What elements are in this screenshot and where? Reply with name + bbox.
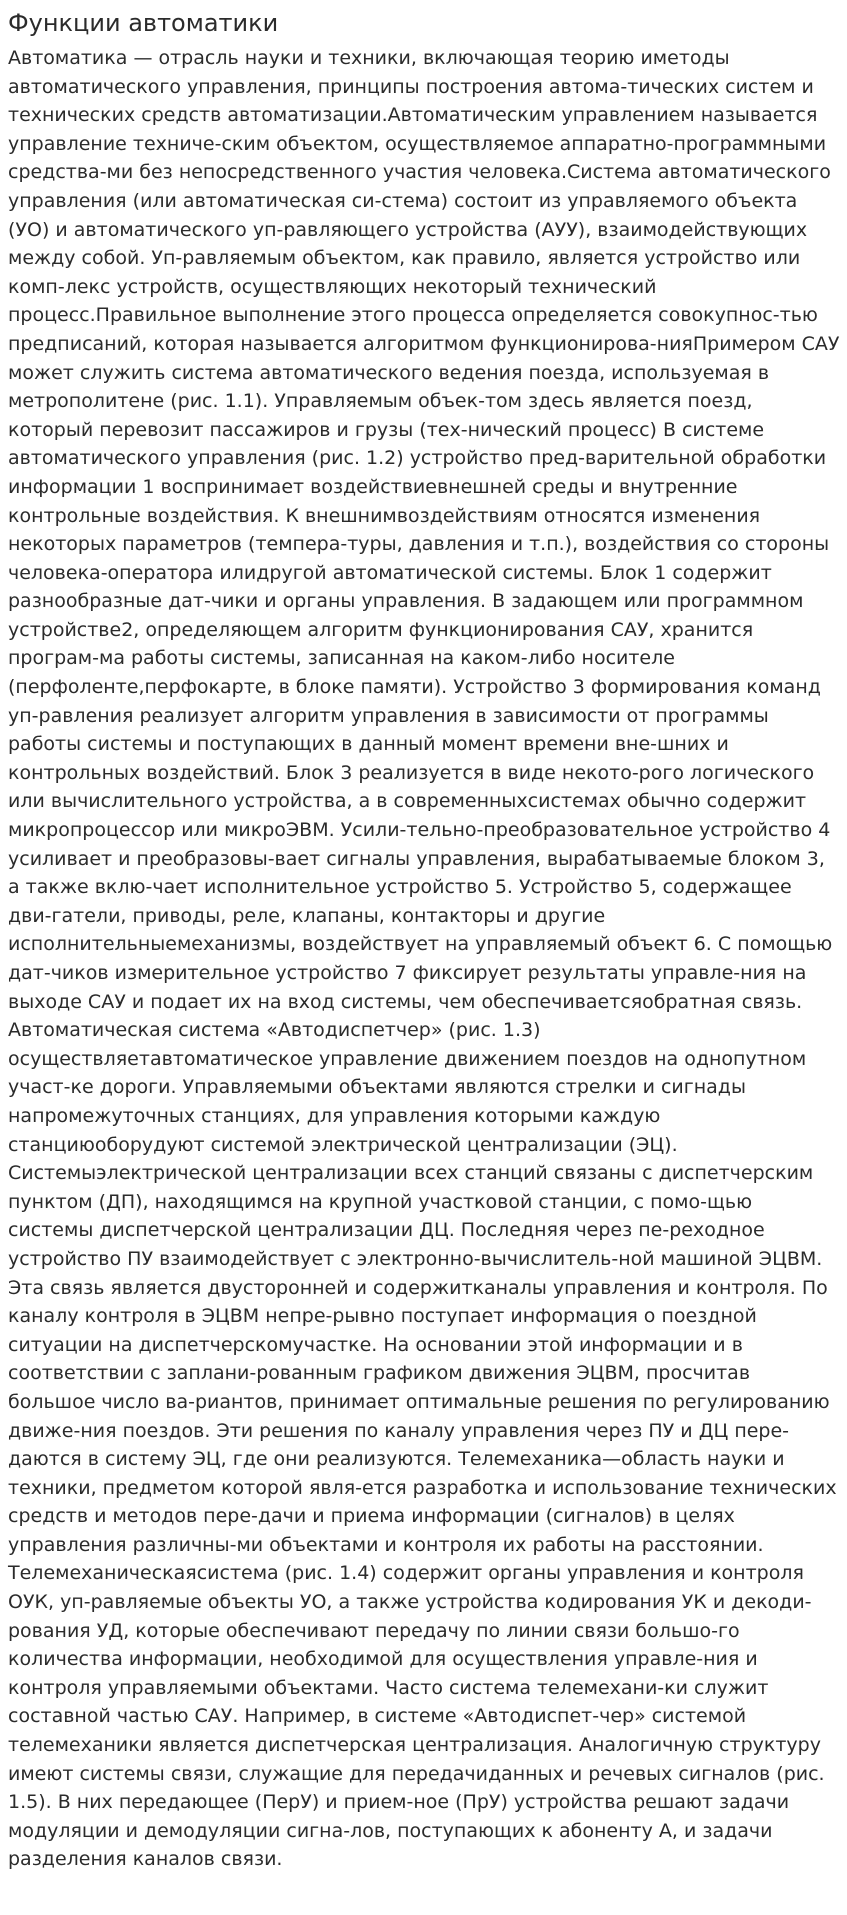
article-title: Функции автоматики — [8, 9, 279, 37]
article-body: Автоматика — отрасль науки и техники, включающая теорию иметоды автоматического управления, принципы построения автома-тических систем и технических средств автоматизации.Автоматическим управлением называется управление техниче-ским объектом, осуществляемое аппаратно-программными средства-ми без непосредственного участия человека.Система автоматического управления (или автоматическая си-стема) состоит из управляемого объекта (УО) и автоматического уп-равляющего устройства (АУУ), взаимодействующих между собой. Уп-равляемым объектом, как правило, является устройство или комп-лекс устройств, осуществляющих некоторый технический процесс.Правильное выполнение этого процесса определяется совокупнос-тью предписаний, которая называется алгоритмом функционирова-нияПримером САУ может служить система автоматического ведения поезда, используемая в метрополитене (рис. 1.1). Управляемым объек-том здесь является поезд, который перевозит пассажиров и грузы (тех-нический процесс) В системе автоматического управления (рис. 1.2) устройство пред-варительной обработки информации 1 воспринимает воздействиевнешней среды и внутренние контрольные воздействия. К внешнимвоздействиям относятся изменения некоторых параметров (темпера-туры, давления и т.п.), воздействия со стороны человека-оператора илидругой автоматической системы. Блок 1 содержит разнообразные дат-чики и органы управления. В задающем или программном устройстве2, определяющем алгоритм функционирования САУ, хранится програм-ма работы системы, записанная на каком-либо носителе (перфоленте,перфокарте, в блоке памяти). Устройство 3 формирования команд уп-равления реализует алгоритм управления в зависимости от программы работы системы и поступающих в данный момент времени вне-шних и контрольных воздействий. Блок 3 реализуется в виде некото-рого логического или вычислительного устройства, а в современныхсистемах обычно содержит микропроцессор или микроЭВМ. Усили-тельно-преобразовательное устройство 4 усиливает и преобразовы-вает сигналы управления, вырабатываемые блоком 3, а также вклю-чает исполнительное устройство 5. Устройство 5, содержащее дви-гатели, приводы, реле, клапаны, контакторы и другие исполнительныемеханизмы, воздействует на управляемый объект 6. С помощью дат-чиков измерительное устройство 7 фиксирует результаты управле-ния на выходе САУ и подает их на вход системы, чем обеспечиваетсяобратная связь. Автоматическая система «Автодиспетчер» (рис. 1.3) осуществляетавтоматическое управление движением поездов на однопутном участ-ке дороги. Управляемыми объектами являются стрелки и сигнады напромежуточных станциях, для управления которыми каждую станциюоборудуют системой электрической централизации (ЭЦ). Системыэлектрической централизации всех станций связаны с диспетчерским пунктом (ДП), находящимся на крупной участковой станции, с помо-щью системы диспетчерской централизации ДЦ. Последняя через пе-реходное устройство ПУ взаимодействует с электронно-вычислитель-ной машиной ЭЦВМ. Эта связь является двусторонней и содержитканалы управления и контроля. По каналу контроля в ЭЦВМ непре-рывно поступает информация о поездной ситуации на диспетчерскомучастке. На основании этой информации и в соответствии с заплани-рованным графиком движения ЭЦВМ, просчитав большое число ва-риантов, принимает оптимальные решения по регулированию движе-ния поездов. Эти решения по каналу управления через ПУ и ДЦ пере- даются в систему ЭЦ, где они реализуются. Телемеханика—область науки и техники, предметом которой явля-ется разработка и использование технических средств и методов пере-дачи и приема информации (сигналов) в целях управления различны-ми объектами и контроля их работы на расстоянии. Телемеханическаясистема (рис. 1.4) содержит органы управления и контроля ОУК, уп-равляемые объекты УО, а также устройства кодирования УК и декоди- рования УД, которые обеспечивают передачу по линии связи большо-го количества информации, необходимой для осуществления управле-ния и контроля управляемыми объектами. Часто система телемехани-ки служит составной частью САУ. Например, в системе «Автодиспет-чер» системой телемеханики является диспетчерская централизация. Аналогичную структуру имеют системы связи, служащие для передачиданных и речевых сигналов (рис. 1.5). В них передающее (ПерУ) и прием-ное (ПрУ) устройства решают задачи модуляции и демодуляции сигна-лов, поступающих к абоненту А, и задачи разделения каналов связи. — [8, 47, 840, 1871]
